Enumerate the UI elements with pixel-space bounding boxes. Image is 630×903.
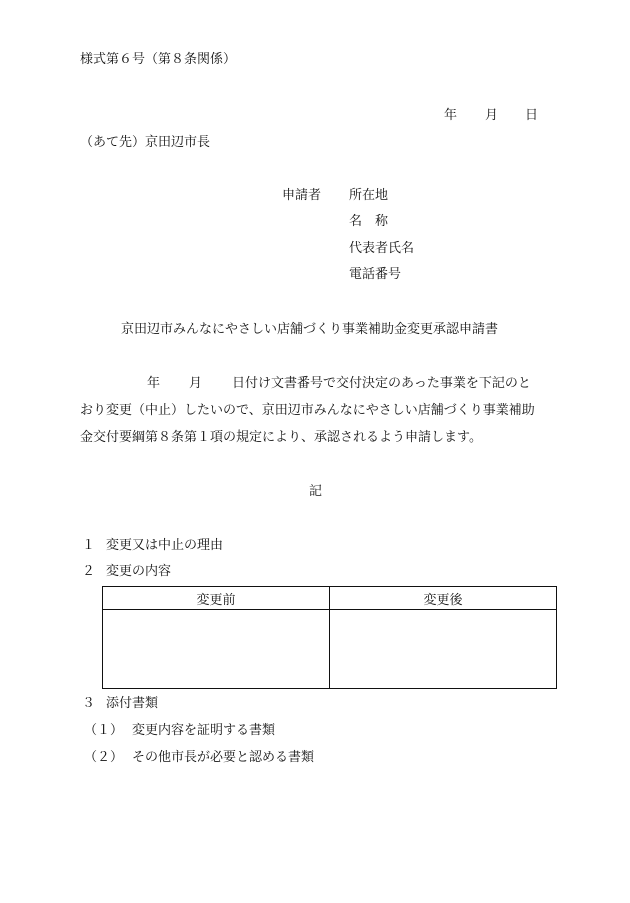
applicant-address-label: 所在地 (349, 188, 389, 203)
body-year: 年 (147, 376, 161, 391)
change-table-cell-after[interactable] (330, 610, 557, 689)
attachment-1-label: 変更内容を証明する書類 (132, 723, 276, 738)
item-3-number: ３ (82, 696, 96, 711)
applicant-label: 申請者 (282, 188, 322, 203)
change-table-header-row (103, 587, 557, 610)
document-title: 京田辺市みんなにやさしい店舗づくり事業補助金変更承認申請書 (121, 322, 499, 337)
applicant-representative-label: 代表者氏名 (349, 241, 415, 256)
change-table-row (103, 610, 557, 689)
item-1-label: 変更又は中止の理由 (106, 538, 224, 553)
form-number: 様式第６号（第８条関係） (80, 52, 237, 67)
body-line-3: 金交付要綱第８条第１項の規定により、承認されるよう申請します。 (80, 430, 482, 445)
attachment-1-number: （１） (84, 723, 124, 738)
body-line-2: おり変更（中止）したいので、京田辺市みんなにやさしい店舗づくり事業補助 (80, 403, 535, 418)
attachment-2-number: （２） (84, 750, 124, 765)
change-table-cell-before[interactable] (103, 610, 330, 689)
item-3-label: 添付書類 (106, 696, 159, 711)
change-table (102, 586, 557, 689)
applicant-name-label: 名 称 (349, 214, 389, 229)
date-year: 年 (444, 108, 458, 123)
date-day: 日 (525, 108, 539, 123)
ki-heading: 記 (309, 484, 323, 499)
item-2-label: 変更の内容 (106, 564, 172, 579)
change-table-header-after: 変更後 (330, 587, 557, 610)
date-month: 月 (485, 108, 499, 123)
applicant-phone-label: 電話番号 (349, 267, 402, 282)
item-1-number: １ (82, 538, 96, 553)
addressee: （あて先）京田辺市長 (80, 135, 211, 150)
item-2-number: ２ (82, 564, 96, 579)
body-month: 月 (189, 376, 203, 391)
attachment-2-label: その他市長が必要と認める書類 (132, 750, 315, 765)
body-line-1: 日付け文書番号で交付決定のあった事業を下記のと (232, 376, 531, 391)
date-line (0, 108, 630, 124)
change-table-header-before: 変更前 (103, 587, 330, 610)
